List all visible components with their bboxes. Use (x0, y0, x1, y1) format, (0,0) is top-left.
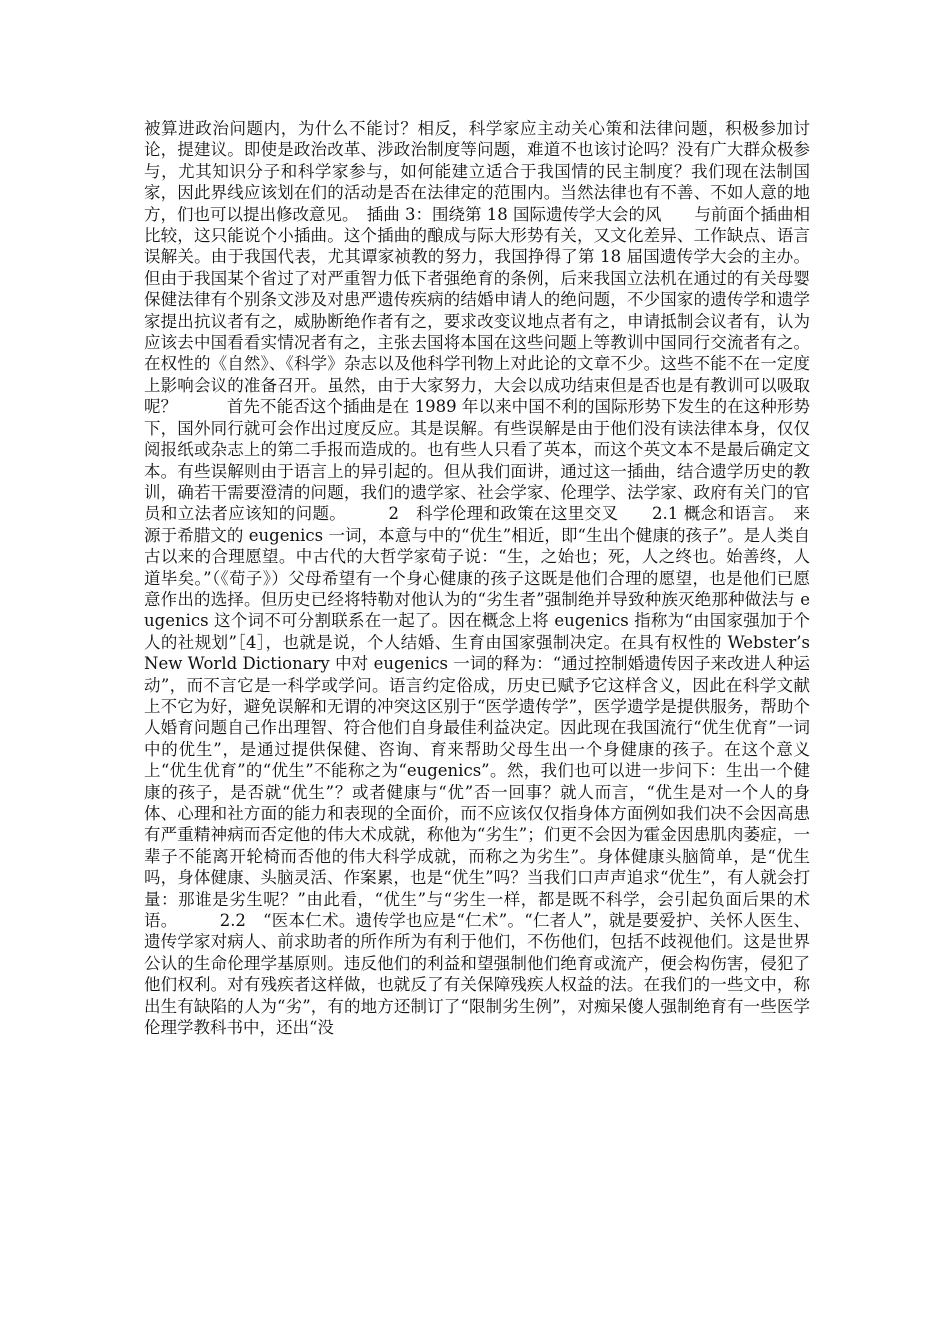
body-paragraph: 被算进政治问题内，为什么不能讨？相反，科学家应主动关心策和法律问题，积极参加讨论，提建议。即使是政治改革、涉政治制度等问题，难道不也该讨论吗？没有广大群众极参与，尤其知识分子和科学家参与，如何能建立适合于我国情的民主制度？我们现在法制国家，因此界线应该划在们的活动是否在法律定的范围内。当然法律也有不善、不如人意的地方，们也可以提出修改意见。 插曲 3：围绕第 18 国际遗传学大会的风 与前面个插曲相比较，这只能说个小插曲。这个插曲的酿成与际大形势有关，又文化差异、工作缺点、语言误解关。由于我国代表，尤其谭家祯教的努力，我国挣得了第 18 届国遗传学大会的主办。但由于我国某个省过了对严重智力低下者强绝育的条例，后来我国立法机在通过的有关母婴保健法律有个别条文涉及对患严遗传疾病的结婚申请人的绝问题，不少国家的遗传学和遗学家提出抗议者有之，威胁断绝作者有之，要求改变议地点者有之，申请抵制会议者有，认为应该去中国看看实情况者有之，主张去国将本国在这些问题上等教训中国同行交流者有之。在权性的《自然》、《科学》杂志以及他科学刊物上对此论的文章不少。这些不能不在一定度上影响会议的准备召开。虽然，由于大家努力，大会以成功结束但是否也是有教训可以吸取呢？ 首先不能否这个插曲是在 1989 年以来中国不利的国际形势下发生的在这种形势下，国外同行就可会作出过度反应。其是误解。有些误解是由于他们没有读法律本身，仅仅阅报纸或杂志上的第二手报而造成的。也有些人只看了英本，而这个英文本不是最后确定文本。有些误解则由于语言上的异引起的。但从我们面讲，通过这一插曲，结合遗学历史的教训，确若干需要澄清的问题，我们的遗学家、社会学家、伦理学、法学家、政府有关门的官员和立法者应该知的问题。 2 科学伦理和政策在这里交叉 2.1 概念和语言。 来源于希腊文的 eugenics 一词，本意与中的“优生”相近，即“生出个健康的孩子”。是人类自古以来的合理愿望。中古代的大哲学家荀子说：“生，之始也；死，人之终也。始善终，人道毕矣。”（《荀子》）父母希望有一个身心健康的孩子这既是他们合理的愿望，也是他们已愿意作出的选择。但历史已经将特勒对他认为的“劣生者”强制绝并导致种族灭绝那种做法与 eugenics 这个词不可分割联系在一起了。因在概念上将 eugenics 指称为“由国家强加于个人的社规划”［4］，也就是说，个人结婚、生育由国家强制决定。在具有权性的 Webster’s New World Dictionary 中对 eugenics 一词的释为：“通过控制婚遗传因子来改进人种运动”，而不言它是一科学或学问。语言约定俗成，历史已赋予它这样含义，因此在科学文献上不它为好，避免误解和无谓的冲突这区别于“医学遗传学”，医学遗学是提供服务，帮助个人婚育问题自己作出理智、符合他们自身最佳利益决定。因此现在我国流行“优生优育”一词中的优生”，是通过提供保健、咨询、育来帮助父母生出一个身健康的孩子。在这个意义上“优生优育”的“优生”不能称之为“eugenics”。然，我们也可以进一步问下：生出一个健康的孩子，是否就“优生”？或者健康与“优”否一回事？就人而言，“优生是对一个人的身体、心理和社方面的能力和表现的全面价，而不应该仅仅指身体方面例如我们决不会因高患有严重精神病而否定他的伟大术成就，称他为“劣生”；们更不会因为霍金因患肌肉萎症，一辈子不能离开轮椅而否他的伟大科学成就，而称之为劣生”。身体健康头脑简单，是“优生吗，身体健康、头脑灵活、作案累，也是“优生”吗？当我们口声声追求“优生”，有人就会打量：那谁是劣生呢？”由此看，“优生”与“劣生一样，都是既不科学，会引起负面后果的术语。 2.2 “医本仁术。遗传学也应是“仁术”。“仁者人”，就是要爱护、关怀人医生、遗传学家对病人、前求助者的所作所为有利于他们，不伤他们，包括不歧视他们。这是世界公认的生命伦理学基原则。违反他们的利益和望强制他们绝育或流产，便会构伤害，侵犯了他们权利。对有残疾者这样做，也就反了有关保障残疾人权益的法。在我们的一些文中，称出生有缺陷的人为“劣”，有的地方还制订了“限制劣生例”，对痴呆傻人强制绝育有一些医学伦理学教科书中，还出“没 (144, 119, 810, 1038)
document-page (144, 118, 810, 1038)
